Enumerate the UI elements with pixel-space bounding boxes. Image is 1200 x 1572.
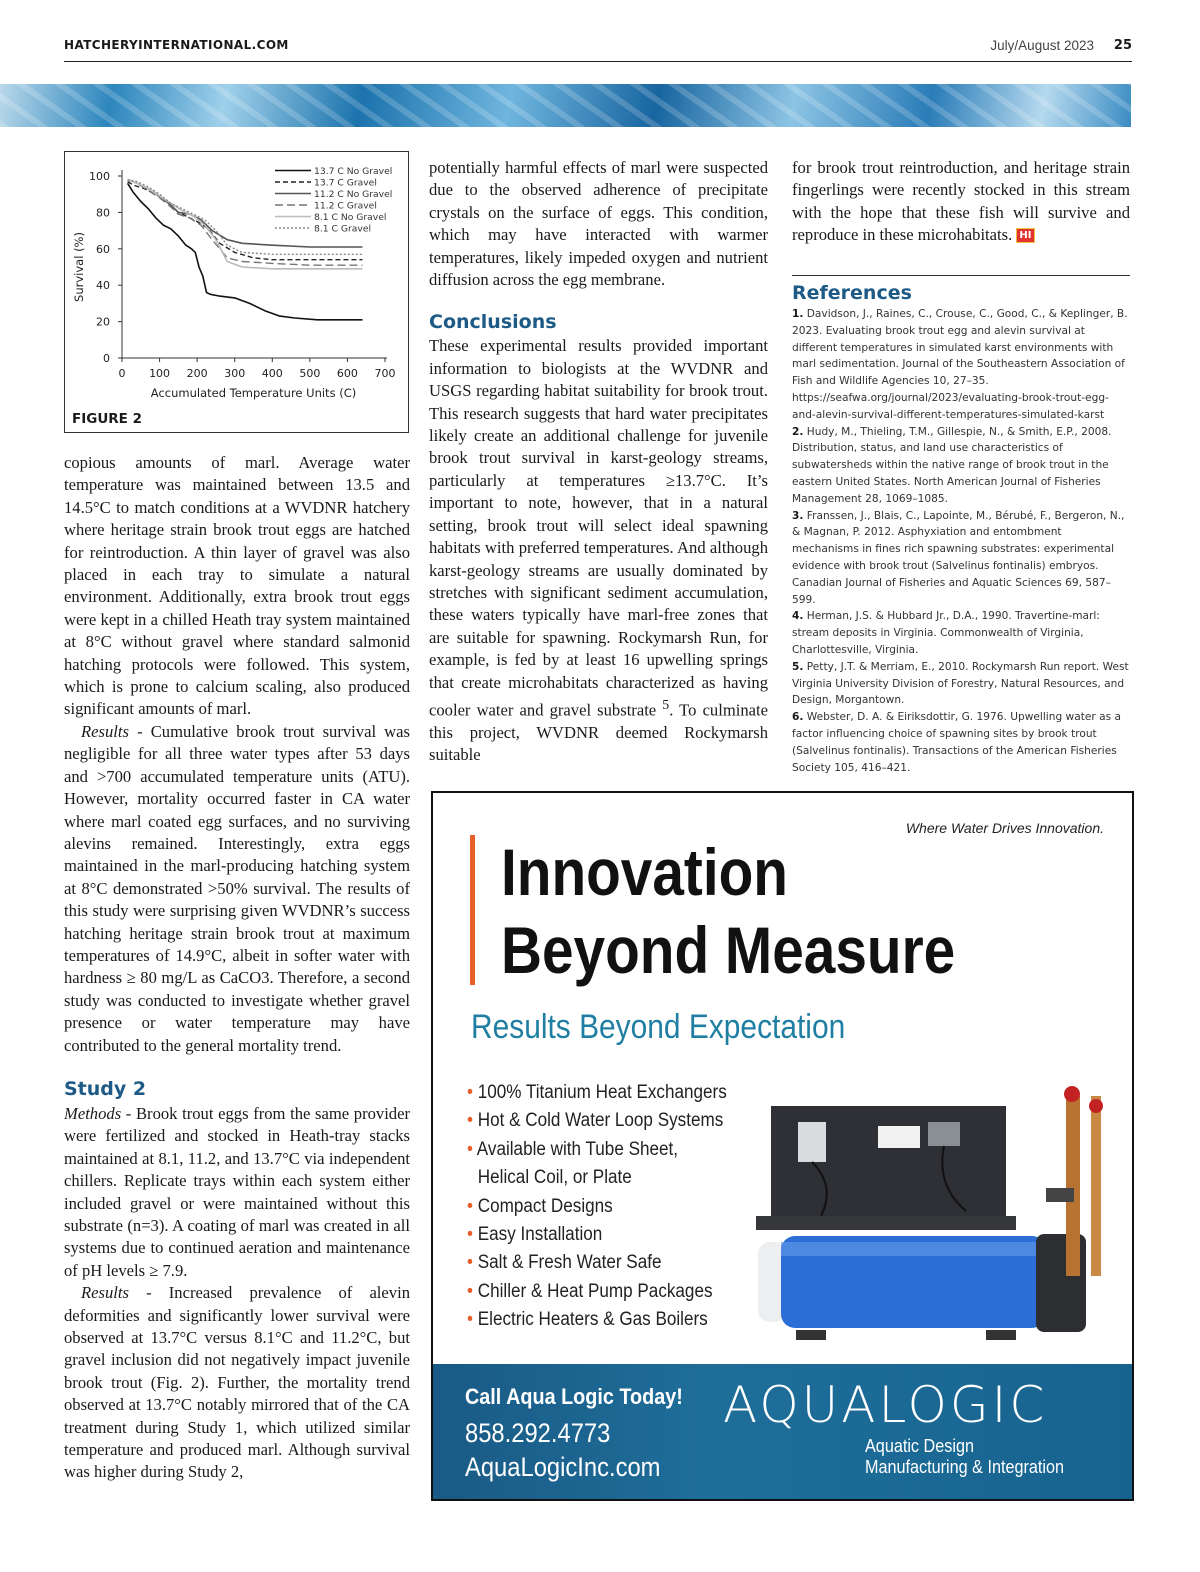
reference-text: Webster, D. A. & Eiriksdottir, G. 1976. Upwelling water as a factor influencing choice of spawning sites by brook trout (Salvelinus fontinalis). Transactions of the American Fisheries Society 105, 416–421. xyxy=(792,711,1121,774)
citation-superscript[interactable]: 5 xyxy=(662,696,670,712)
ad-feature-list xyxy=(467,1079,727,1335)
y-axis-title: Survival (%) xyxy=(72,232,86,302)
column-1 xyxy=(64,452,410,1484)
reference-text: Franssen, J., Blais, C., Lapointe, M., Bérubé, F., Bergeron, N., & Magnan, P. 2012. Asphyxiation and entombment mechanisms in fines rich spawning substrates: experimental evidence with brook trout (Salvelinus fontinalis) embryos. Canadian Journal of Fisheries and Aquatic Sciences 69, 587–599. xyxy=(792,509,1125,606)
column-2 xyxy=(429,157,768,767)
ad-accent-bar xyxy=(470,835,475,985)
reference-item xyxy=(792,424,1130,508)
reference-number: 5. xyxy=(792,660,804,673)
ad-website-link[interactable]: AquaLogicInc.com xyxy=(465,1452,661,1482)
paragraph xyxy=(64,721,410,1057)
label-plate xyxy=(878,1126,920,1148)
valve-handle xyxy=(1064,1086,1080,1102)
ad-headline-line-2: Beyond Measure xyxy=(501,913,956,987)
valve-handle xyxy=(1089,1099,1103,1113)
run-in: Results xyxy=(81,721,129,741)
figure-2 xyxy=(64,151,409,433)
reference-text: Davidson, J., Raines, C., Crouse, C., Good, C., & Keplinger, B. 2023. Evaluating brook trout egg and alevin survival at different temperatures in simulated karst environments with marl sedimentation. Journal of the Southeastern Association of Fish and Wildlife Agencies 10, 27–35. https://seafwa.org/journal/2023/evaluating-brook-trout-egg-and-alevin-survival-different-temperatures-simulated-karst xyxy=(792,308,1128,421)
page-header xyxy=(64,38,1132,62)
end-mark-icon: HI xyxy=(1016,228,1034,243)
paragraph-text: for brook trout reintroduction, and heritage strain fingerlings were recently stocked in this stream with the hope that these fish will survive and reproduce in these microhabitats. xyxy=(792,158,1130,245)
x-tick-label: 500 xyxy=(299,367,321,380)
legend-label: 11.2 C No Gravel xyxy=(314,189,393,200)
x-axis-title: Accumulated Temperature Units (C) xyxy=(150,386,357,400)
y-tick-label: 40 xyxy=(96,279,110,293)
paragraph-text: - Cumulative brook trout survival was negligible for all three water types after 53 days and >700 accumulated temperature units (ATU). However, mortality occurred faster in CA water where marl coated egg surfaces, and no surviving alevins remained. Interestingly, extra eggs maintained in the marl-producing hatching system at 8°C demonstrated >50% survival. The results of this study were surprising given WVDNR’s success hatching heritage strain brook trout at maximum temperatures of 14.9°C, albeit in softer water with hardness ≥ 80 mg/L as CaCO3. Therefore, a second study was conducted to investigate whether gravel presence or water temperature may have contributed to the general mortality trend. xyxy=(64,721,410,1055)
x-tick-label: 300 xyxy=(224,367,246,380)
copper-pipe xyxy=(1066,1096,1080,1276)
run-in: Results xyxy=(81,1283,129,1303)
ad-contact-band xyxy=(433,1364,1132,1499)
reference-number: 4. xyxy=(792,610,804,623)
reference-item xyxy=(792,306,1130,424)
y-tick-label: 20 xyxy=(96,315,110,329)
ad-headline xyxy=(501,833,955,989)
heat-exchanger-photo xyxy=(736,1076,1111,1361)
issue-date: July/August 2023 xyxy=(990,38,1094,53)
reference-number: 1. xyxy=(792,308,804,320)
legend-label: 8.1 C No Gravel xyxy=(314,212,387,223)
y-tick-label: 100 xyxy=(89,170,110,183)
ad-feature: • 100% Titanium Heat Exchangers xyxy=(467,1079,727,1107)
copper-pipe xyxy=(1091,1096,1101,1276)
page-number: 25 xyxy=(1113,38,1132,53)
figure-label: FIGURE 2 xyxy=(72,411,142,427)
reference-text: Herman, J.S. & Hubbard Jr., D.A., 1990. Travertine-marl: stream deposits in Virginia. Commonwealth of Virginia, Charlottesville, Virginia. xyxy=(792,610,1100,656)
controller-box xyxy=(798,1122,826,1162)
x-tick-label: 600 xyxy=(336,367,358,380)
section-heading-conclusions: Conclusions xyxy=(429,311,557,334)
aqualogic-advertisement[interactable] xyxy=(431,791,1134,1501)
ad-feature: • Hot & Cold Water Loop Systems xyxy=(467,1107,727,1135)
paragraph-text: - Brook trout eggs from the same provider were fertilized and stocked in Heath-tray stacks maintained at 8.1, 11.2, and 13.7°C via independent chillers. Replicate trays within each system either included gravel or were maintained without this substrate (n=3). A coating of marl was created in all systems due to continued aeration and maintenance of pH levels ≥ 7.9. xyxy=(64,1103,410,1280)
aqualogic-logo: AQUALOGIC xyxy=(723,1376,1048,1434)
paragraph: potentially harmful effects of marl were suspected due to the observed adherence of precipitate crystals on the surface of eggs. This condition, which may have interacted with warmer temperatures, likely impeded oxygen and nutrient diffusion across the egg membrane. xyxy=(429,158,768,290)
reference-item xyxy=(792,508,1130,609)
reference-number: 6. xyxy=(792,711,804,724)
paragraph xyxy=(792,157,1130,247)
legend-label: 13.7 C Gravel xyxy=(314,177,377,189)
reference-number: 2. xyxy=(792,425,804,438)
paragraph-text: - Increased prevalence of alevin deformities and significantly lower survival were observed at 13.7°C versus 8.1°C and 11.2°C, but gravel inclusion did not negatively impact juvenile brook trout (Fig. 2). Further, the mortality trend observed at 13.7°C notably mirrored that of the CA treatment during Study 1, which utilized similar temperature and produced marl. Although survival was higher during Study 2, xyxy=(64,1283,410,1482)
column-3 xyxy=(792,157,1130,247)
ad-call-to-action: Call Aqua Logic Today! xyxy=(465,1384,683,1409)
logo-tagline-line-2: Manufacturing & Integration xyxy=(865,1457,1065,1477)
ad-subhead: Results Beyond Expectation xyxy=(471,1008,846,1046)
legend-label: 13.7 C No Gravel xyxy=(314,166,393,177)
support-foot xyxy=(796,1330,826,1340)
x-tick-label: 400 xyxy=(261,367,283,380)
y-tick-label: 60 xyxy=(96,242,110,256)
union-fitting xyxy=(1046,1188,1074,1202)
y-tick-label: 80 xyxy=(96,206,110,220)
paragraph xyxy=(429,335,768,766)
legend-label: 8.1 C Gravel xyxy=(314,223,372,235)
tube-highlight xyxy=(781,1242,1046,1256)
junction-box xyxy=(928,1122,960,1146)
references-divider xyxy=(792,275,1130,276)
site-name[interactable]: HATCHERYINTERNATIONAL.COM xyxy=(64,38,289,52)
support-foot xyxy=(986,1330,1016,1340)
decorative-water-banner xyxy=(0,84,1131,127)
run-in: Methods xyxy=(64,1103,122,1123)
x-tick-label: 200 xyxy=(186,367,208,380)
paragraph-text: . To culminate this project, WVDNR deemed Rockymarsh suitable xyxy=(429,700,768,765)
paragraph xyxy=(64,1103,410,1282)
legend-label: 11.2 C Gravel xyxy=(314,200,377,212)
reference-item xyxy=(792,608,1130,658)
ad-phone-number[interactable]: 858.292.4773 xyxy=(465,1418,611,1448)
ad-feature: Helical Coil, or Plate xyxy=(477,1167,632,1189)
references-heading: References xyxy=(792,282,912,304)
ad-headline-line-1: Innovation xyxy=(501,835,788,909)
paragraph xyxy=(64,1282,410,1484)
reference-number: 3. xyxy=(792,509,804,522)
ad-feature: • Salt & Fresh Water Safe xyxy=(467,1249,727,1277)
paragraph: copious amounts of marl. Average water temperature was maintained between 13.5 and 14.5°C to match conditions at a WVDNR hatchery where heritage strain brook trout eggs are hatched for reintroduction. A thin layer of gravel was also placed in each tray to simulate a natural environment. Additionally, extra brook trout eggs were kept in a chilled Heath tray system maintained at 8°C without gravel where standard salmonid hatching protocols were followed. This system, which is prone to calcium scaling, also produced significant amounts of marl. xyxy=(64,453,410,719)
survival-chart xyxy=(65,152,410,412)
reference-item xyxy=(792,659,1130,709)
y-tick-label: 0 xyxy=(103,352,110,365)
ad-feature: • Electric Heaters & Gas Boilers xyxy=(467,1306,727,1334)
paragraph-text: These experimental results provided important information to biologists at the WVDNR and USGS regarding habitat suitability for brook trout. This research suggests that hard water precipitates likely create an additional challenge for juvenile brook trout survival in karst-geology streams, particularly at temperatures ≥13.7°C. It’s important to note, however, that in a natural setting, brook trout will select ideal spawning habitats with preferred temperatures. And although karst-geology streams are usually dominated by stretches with significant sediment accumulation, these waters typically have marl-free zones that are suitable for spawning. Rockymarsh Run, for example, is fed by at least 16 upwelling springs that create microhabitats characterized as having cooler water and gravel substrate xyxy=(429,336,768,720)
reference-text: Hudy, M., Thieling, T.M., Gillespie, N., & Smith, E.P., 2008. Distribution, status, and land use characteristics of subwatersheds within the native range of brook trout in the eastern United States. North American Journal of Fisheries Management 28, 1069–1085. xyxy=(792,425,1112,505)
x-tick-label: 0 xyxy=(118,367,126,380)
logo-tagline-line-1: Aquatic Design xyxy=(865,1436,974,1456)
ad-feature: • Easy Installation xyxy=(467,1221,727,1249)
section-heading-study-2: Study 2 xyxy=(64,1077,147,1100)
x-tick-label: 700 xyxy=(374,367,396,380)
flange-rail xyxy=(756,1216,1016,1230)
ad-feature: • Chiller & Heat Pump Packages xyxy=(467,1278,727,1306)
logo-tagline xyxy=(865,1436,1064,1478)
reference-text: Petty, J.T. & Merriam, E., 2010. Rockymarsh Run report. West Virginia University Division of Forestry, Natural Resources, and Design, Morgantown. xyxy=(792,660,1129,707)
references-list xyxy=(792,306,1130,776)
ad-feature: • Available with Tube Sheet, xyxy=(467,1136,727,1164)
reference-item xyxy=(792,709,1130,776)
ad-tagline: Where Water Drives Innovation. xyxy=(905,820,1104,836)
x-tick-label: 100 xyxy=(149,367,171,380)
ad-feature: • Compact Designs xyxy=(467,1193,727,1221)
